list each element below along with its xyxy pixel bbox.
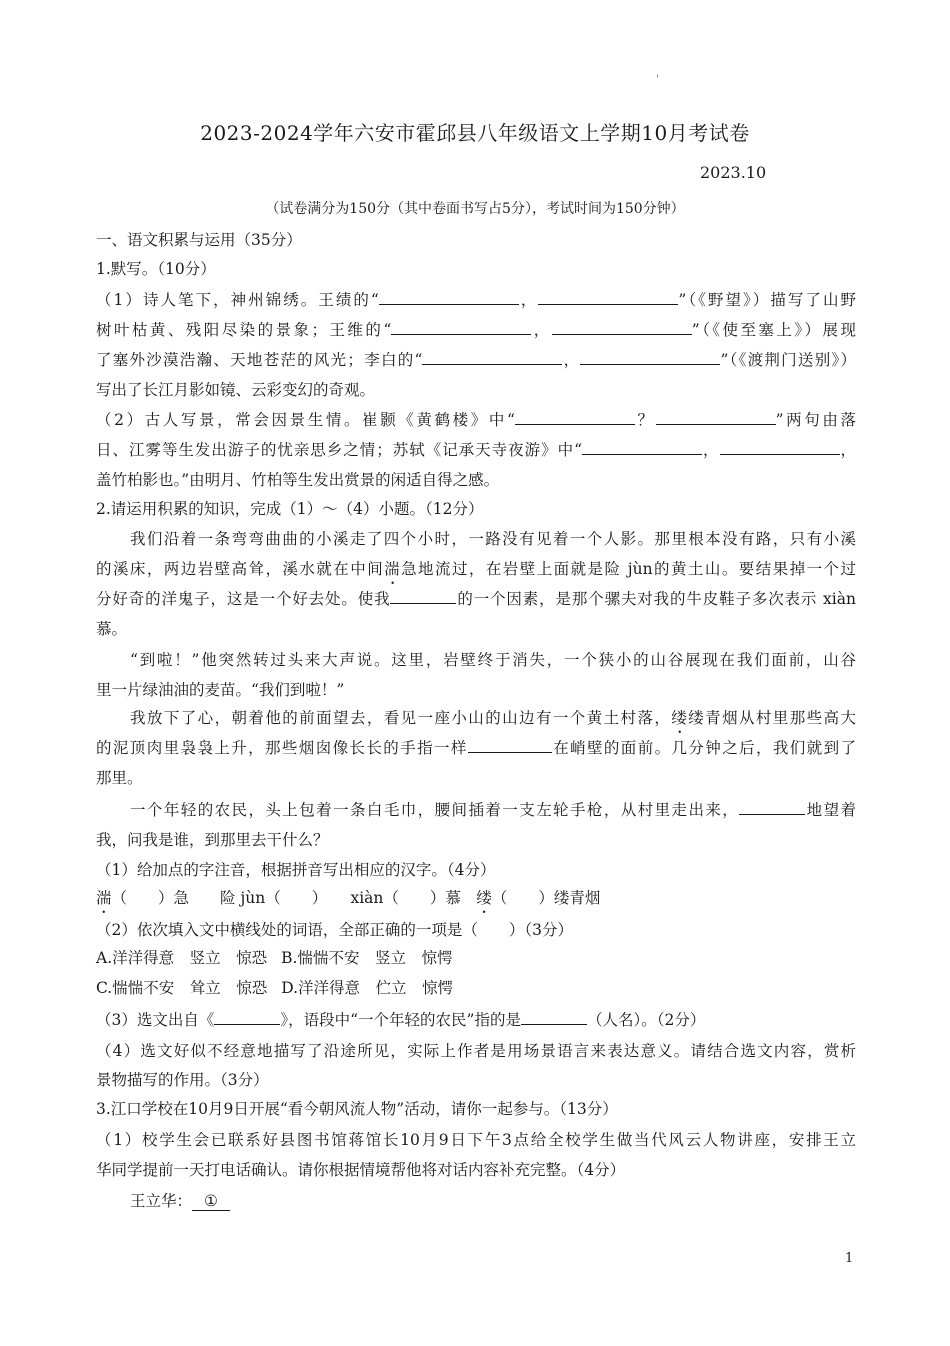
- answer-blank[interactable]: [538, 290, 678, 305]
- passage-line: 一个年轻的农民，头上包着一条白毛巾，腰间插着一支左轮手枪，从村里走出来， 地望着: [130, 801, 856, 819]
- passage-line: 慕。: [96, 620, 128, 638]
- passage-line: 里一片绿油油的麦苗。“我们到啦！”: [96, 681, 345, 699]
- sub-question-2: （2）依次填入文中横线处的词语，全部正确的一项是（ ）（3分）: [96, 921, 573, 939]
- answer-blank[interactable]: [521, 1010, 587, 1025]
- section-heading: 一、语文积累与运用（35分）: [96, 231, 302, 249]
- q1-line-7: 盖竹柏影也。”由明月、竹柏等生发出赏景的闲适自得之感。: [96, 471, 500, 489]
- q3-line-1: （1）校学生会已联系好县图书馆蒋馆长10月9日下午3点给全校学生做当代风云人物讲座，安排王立: [96, 1131, 856, 1149]
- option-a[interactable]: A.洋洋得意 竖立 惊恐: [96, 949, 268, 967]
- sub-question-3: （3）选文出自《 》，语段中“一个年轻的农民”指的是 （人名）。（2分）: [96, 1011, 706, 1029]
- exam-date: 2023.10: [700, 163, 767, 182]
- sub-question-4: （4）选文好似不经意地描写了沿途所见，实际上作者是用场景语言来表达意义。请结合选文内容，赏析: [96, 1042, 856, 1060]
- answer-blank[interactable]: ①: [192, 1192, 230, 1211]
- options-row-1: [96, 946, 856, 968]
- passage-line: 的溪床，两边岩壁高耸，溪水就在中间湍急地流过，在岩壁上面就是险 jùn的黄土山。要结果掉一个过: [96, 560, 856, 578]
- option-d[interactable]: D.洋洋得意 伫立 惊愕: [281, 979, 454, 997]
- dialogue-line: 王立华： ①: [130, 1189, 856, 1211]
- passage-line: 的泥顶肉里袅袅上升，那些烟囱像长长的手指一样 在峭壁的面前。几分钟之后，我们就到了: [96, 739, 856, 757]
- passage-line: 我们沿着一条弯弯曲曲的小溪走了四个小时，一路没有见着一个人影。那里根本没有路，只有小溪: [130, 530, 856, 548]
- options-row-2: [96, 976, 856, 998]
- page-number: 1: [845, 1251, 854, 1266]
- sub-question-4-cont: 景物描写的作用。（3分）: [96, 1071, 269, 1089]
- answer-blank[interactable]: [656, 410, 776, 425]
- passage-line: “到啦！”他突然转过头来大声说。这里，岩壁终于消失，一个狭小的山谷展现在我们面前，山谷: [130, 651, 856, 669]
- question-3-heading: 3.江口学校在10月9日开展“看今朝风流人物”活动，请你一起参与。（13分）: [96, 1100, 618, 1118]
- passage-line: 我放下了心，朝着他的前面望去，看见一座小山的山边有一个黄土村落，缕缕青烟从村里那些高大: [130, 709, 856, 727]
- answer-blank[interactable]: [739, 800, 805, 815]
- answer-blank[interactable]: [379, 290, 519, 305]
- answer-blank[interactable]: [580, 350, 720, 365]
- answer-blank[interactable]: [422, 350, 562, 365]
- q1-line-4: 写出了长江月影如镜、云彩变幻的奇观。: [96, 381, 376, 399]
- exam-title: 2023-2024学年六安市霍邱县八年级语文上学期10月考试卷: [200, 121, 750, 145]
- passage-line: 分好奇的洋鬼子，这是一个好去处。使我 的一个因素，是那个骡夫对我的牛皮鞋子多次表示 xiàn: [96, 590, 856, 608]
- q1-line-3: 了塞外沙漠浩瀚、天地苍茫的风光；李白的“ ， ”（《渡荆门送别》）: [96, 351, 856, 369]
- scan-mark: ': [656, 74, 659, 85]
- answer-blank[interactable]: [515, 410, 635, 425]
- sub-question-1: （1）给加点的字注音，根据拼音写出相应的汉字。（4分）: [96, 861, 496, 879]
- question-1-heading: 1.默写。（10分）: [96, 260, 216, 278]
- answer-blank[interactable]: [582, 440, 702, 455]
- question-2-heading: 2.请运用积累的知识，完成（1）～（4）小题。（12分）: [96, 500, 484, 518]
- passage-line: 我，问我是谁，到那里去干什么？: [96, 831, 329, 849]
- answer-blank[interactable]: [390, 589, 456, 604]
- passage-line: 那里。: [96, 769, 143, 787]
- q3-line-2: 华同学提前一天打电话确认。请你根据情境帮他将对话内容补充完整。（4分）: [96, 1161, 626, 1179]
- q1-line-5: （2）古人写景，常会因景生情。崔颢《黄鹤楼》中“ ？ ”两句由落: [96, 411, 856, 429]
- answer-blank[interactable]: [391, 320, 531, 335]
- answer-blank[interactable]: [552, 320, 692, 335]
- option-b[interactable]: B.惴惴不安 竖立 惊愕: [281, 949, 453, 967]
- q1-line-6: 日、江雾等生发出游子的忧亲思乡之情；苏轼《记承天寺夜游》中“ ， ，: [96, 441, 856, 459]
- answer-blank[interactable]: [214, 1010, 280, 1025]
- answer-blank[interactable]: [720, 440, 840, 455]
- q1-line-2: 树叶枯黄、残阳尽染的景象；王维的“ ， ”（《使至塞上》）展现: [96, 321, 856, 339]
- option-c[interactable]: C.惴惴不安 耸立 惊恐: [96, 979, 268, 997]
- answer-blank[interactable]: [468, 738, 552, 753]
- exam-instructions: （试卷满分为150分（其中卷面书写占5分），考试时间为150分钟）: [265, 201, 685, 217]
- pinyin-row: 湍（ ）急 险 jùn（ ） xiàn（ ）慕 缕（ ）缕青烟: [96, 889, 601, 907]
- q1-line-1: （1）诗人笔下，神州锦绣。王绩的“ ， ”（《野望》）描写了山野: [96, 291, 856, 309]
